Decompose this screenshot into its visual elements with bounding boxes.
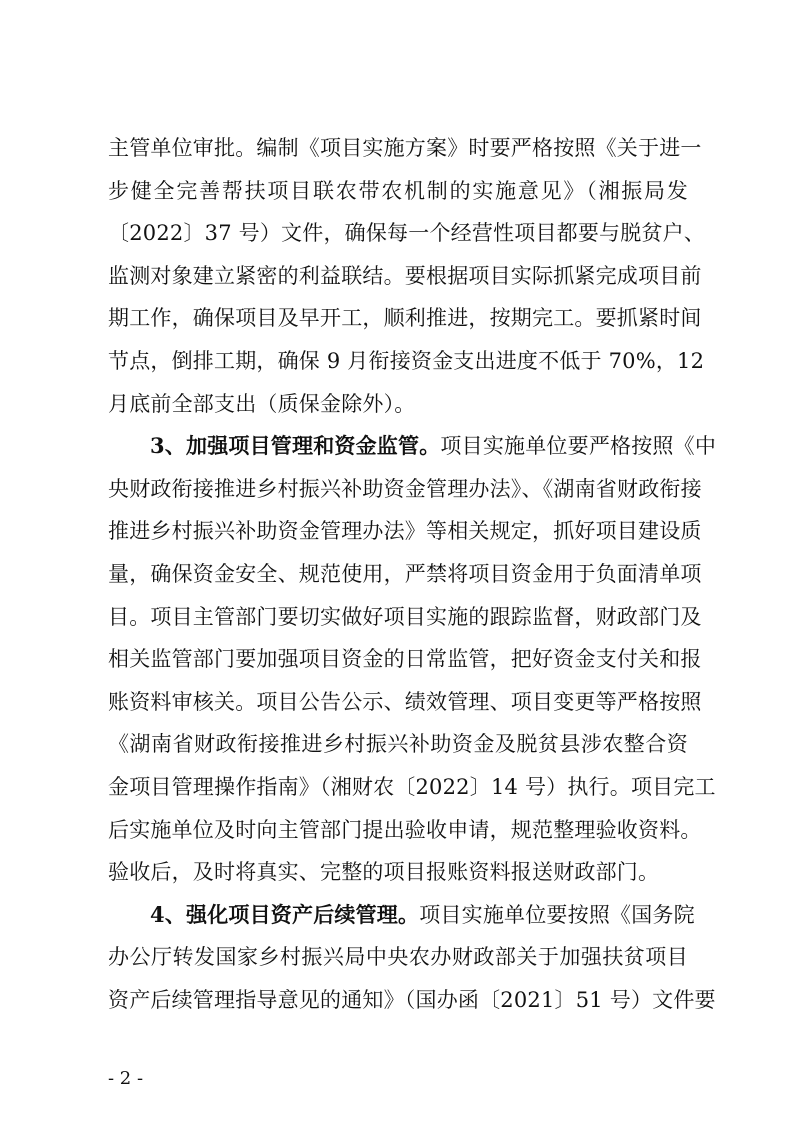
page-number: - 2 - [108, 1068, 144, 1089]
paragraph-line: 央财政衔接推进乡村振兴补助资金管理办法》、《湖南省财政衔接 [108, 476, 702, 501]
paragraph-line: 账资料审核关。项目公告公示、绩效管理、项目变更等严格按照 [108, 689, 702, 714]
section-3-first-line [150, 426, 717, 466]
paragraph-line: 步健全完善帮扶项目联农带农机制的实施意见》（湘振局发 [108, 178, 688, 203]
section-4-first-line [150, 895, 695, 935]
paragraph-line: 后实施单位及时向主管部门提出验收申请，规范整理验收资料。 [108, 817, 702, 842]
paragraph-line: 主管单位审批。编制《项目实施方案》时要严格按照《关于进一 [108, 136, 702, 160]
paragraph-line: 〔2022〕37 号）文件，确保每一个经营性项目都要与脱贫户、 [108, 221, 706, 246]
paragraph-line: 期工作，确保项目及早开工，顺利推进，按期完工。要抓紧时间 [108, 306, 702, 331]
paragraph-line: 监测对象建立紧密的利益联结。要根据项目实际抓紧完成项目前 [108, 263, 702, 288]
paragraph-line: 月底前全部支出（质保金除外）。 [108, 391, 416, 416]
paragraph-line: 《湖南省财政衔接推进乡村振兴补助资金及脱贫县涉农整合资 [108, 732, 688, 757]
paragraph-line: 量，确保资金安全、规范使用，严禁将项目资金用于负面清单项 [108, 562, 702, 586]
paragraph-line: 相关监管部门要加强项目资金的日常监管，把好资金支付关和报 [108, 647, 702, 672]
paragraph-line: 资产后续管理指导意见的通知》（国办函〔2021〕51 号）文件要 [108, 988, 716, 1012]
paragraph-line: 办公厅转发国家乡村振兴局中央农办财政部关于加强扶贫项目 [108, 945, 688, 970]
paragraph-line: 金项目管理操作指南》（湘财农〔2022〕14 号）执行。项目完工 [108, 775, 716, 799]
paragraph-line: 目。项目主管部门要切实做好项目实施的跟踪监督，财政部门及 [108, 604, 702, 629]
section-3-heading: 3、加强项目管理和资金监管。 [150, 433, 441, 459]
paragraph-line: 推进乡村振兴补助资金管理办法》等相关规定，抓好项目建设质 [108, 519, 702, 544]
paragraph-line: 节点，倒排工期，确保 9 月衔接资金支出进度不低于 70%，12 [108, 349, 705, 373]
section-3-first-line-text: 项目实施单位要严格按照《中 [440, 434, 717, 459]
section-4-heading: 4、强化项目资产后续管理。 [150, 901, 420, 927]
section-4-first-line-text: 项目实施单位要按照《国务院 [419, 902, 695, 927]
paragraph-line: 验收后，及时将真实、完整的项目报账资料报送财政部门。 [108, 860, 660, 885]
